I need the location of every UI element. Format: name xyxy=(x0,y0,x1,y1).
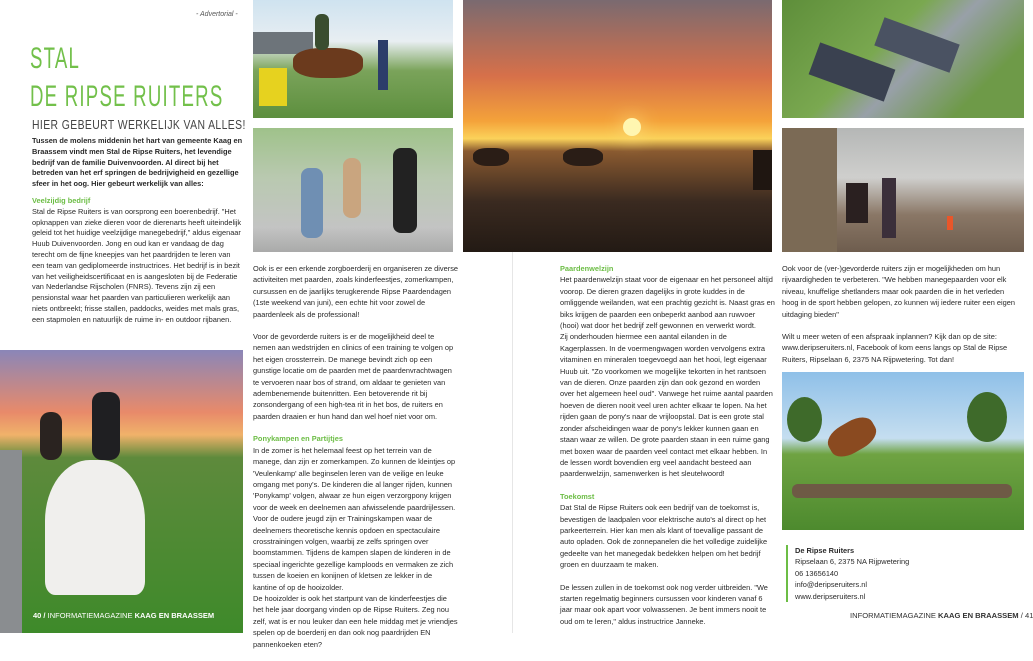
section-body: Zij onderhouden hiermee een aantal eilanden in de Kagerplassen. In de voermengwagen worden vervolgens extra vitaminen en mineralen toegevoegd aan het hooi, legt eigenaar Huub uit. "Zo voorkomen we mogelijke tekorten in het rantsoen van de dieren. Onze paarden zijn dan ook gezond en worden over het algemeen heel oud". Vanwege het ruime aantal paarden hoeven de dieren nooit veel uren achter elkaar te lopen. Na het rijden gaan de pony's naar de vrijloopstal. Dat is een grote stal zonder afscheidingen waar de pony's lekker kunnen gaan en staan waar ze willen. De grote paarden staan in een ruime gang met boxen waar de paarden veel contact met elkaar hebben. In de lessen wordt bovendien erg veel aandacht besteed aan paardenwelzijn, samenwerken is het sleutelwoord! xyxy=(560,332,773,479)
paragraph: Voor de gevorderde ruiters is er de mogelijkheid deel te nemen aan wedstrijden en clinics of een training te volgen op het eigen crossterrein. De manege bevindt zich op een gunstige locatie om de paarden met de paardenvrachtwagen te vervoeren naar bos of strand, om aldaar te genieten van adembenemende buitenritten. Een betoverende rit bij zonsondergang of een high-tea rit in het bos, de ruiters en paarden draaien er hun hand dan wel hoef niet voor om. xyxy=(253,332,454,421)
title-line-1: STAL xyxy=(30,42,81,75)
column-4 xyxy=(782,263,1020,376)
photo-horses-sunset xyxy=(463,0,772,252)
photo-rider-jumping xyxy=(253,0,453,118)
page-number: 40 xyxy=(33,611,42,620)
section-body: De hooizolder is ook het startpunt van de kinderfeestjes die het hele jaar doorgang vinden op de Ripse Ruiters. Zeg nou zelf, wat is er nou leuker dan een hele middag met je vriendjes spelen op de boerderij en dan ook nog paardrijden EN pannenkoeken eten? xyxy=(253,593,458,649)
separator: / xyxy=(1018,611,1025,620)
contact-email[interactable]: info@deripseruiters.nl xyxy=(795,580,867,590)
paragraph: Wilt u meer weten of een afspraak inplannen? Kijk dan op de site: www.deripseruiters.nl, Facebook of kom eens langs op Stal de Ripse Ruiters, Ripselaan 6, 2375 NA Rijpwetering. Tot dan! xyxy=(782,332,1008,364)
page-number: 41 xyxy=(1024,611,1033,620)
footer-right xyxy=(850,611,1033,620)
contact-block xyxy=(786,545,909,602)
separator: / xyxy=(41,611,48,620)
title-line-2: DE RIPSE RUITERS xyxy=(30,80,224,113)
photo-aerial-stable xyxy=(782,0,1024,118)
photo-cross-jump xyxy=(782,372,1024,530)
contact-name: De Ripse Ruiters xyxy=(795,546,855,555)
magazine-name: INFORMATIEMAGAZINE xyxy=(850,611,939,620)
section-heading: Veelzijdig bedrijf xyxy=(32,195,91,205)
magazine-region: KAAG EN BRAASSEM xyxy=(938,611,1019,620)
photo-riders-sunset xyxy=(0,350,243,633)
magazine-region: KAAG EN BRAASSEM xyxy=(134,611,215,620)
section-heading: Ponykampen en Partijtjes xyxy=(253,434,343,444)
column-3 xyxy=(560,263,775,638)
section-body: De lessen zullen in de toekomst ook nog verder uitbreiden. "We starten regelmatig beginners cursussen voor kinderen vanaf 6 jaar maar ook apart voor volwassenen. Je bent immers nooit te oud om te leren," aldus instructrice Janneke. xyxy=(560,582,768,626)
contact-website[interactable]: www.deripseruiters.nl xyxy=(795,591,866,601)
section-body: Dat Stal de Ripse Ruiters ook een bedrijf van de toekomst is, bevestigen de laadpalen voor elektrische auto's al direct op het parkeerterrein. Hier kan men als klant of toevallige passant de auto opladen. Ook de zonnepanelen die het volledige zuidelijke gedeelte van het manegedak bedekken helpen om het bedrijf groen en duurzaam te maken. xyxy=(560,503,768,570)
subtitle: HIER GEBEURT WERKELIJK VAN ALLES! xyxy=(32,117,246,132)
column-2 xyxy=(253,263,458,661)
column-1 xyxy=(32,136,244,332)
photo-indoor-arena xyxy=(782,128,1024,252)
page-title xyxy=(30,40,224,116)
paragraph: Ook is er een erkende zorgboerderij en organiseren ze diverse activiteiten met paarden, zoals kinderfeestjes, zomerkampen, cursussen en de jaarlijks terugkerende Ripse Paardendagen (1ste weekend van juni), een echte hit voor zowel de paardenleek als de professional! xyxy=(253,264,458,319)
section-heading: Toekomst xyxy=(560,491,595,501)
section-heading: Paardenwelzijn xyxy=(560,264,614,273)
section-body: In de zomer is het helemaal feest op het terrein van de manege, dan zijn er zomerkampen. Zo kunnen de kleintjes op 'Veulenkamp' alle beginselen leren van de veilige en leuke omgang met pony's. De kinderen die al langer rijden, kunnen 'Ponykamp' volgen, alwaar ze hun eigen verzorgpony krijgen voor de week en deelnemen aan afwisselende paardrijlessen. Voor de oudere jeugd zijn er Trainingskampen waar de deelnemers theoretische kennis opdoen en spectaculaire crosstrainingen volgen, waarbij ze zelfs springen over boomstammen. Tijdens de kampen slapen de kinderen in de speciaal ingerichte gezellige kamploods en vermaken ze zich tussen de koeien en konijnen of kletsen ze lekker in de kantine of op de hooizolder. xyxy=(253,445,456,592)
section-body: Stal de Ripse Ruiters is van oorsprong een boerenbedrijf. "Het opknappen van zieke dieren voor de dierenarts heeft uiteindelijk geleid tot het huidige veelzijdige manegebedrijf," aldus eigenaar Huub Duivenvoorden. Jong en oud kan er vandaag de dag terecht om de fijne kneepjes van het paardrijden te leren van een team van gediplomeerde instructrices. Het bedrijf is in bezit van het veiligheidscertificaat en is aangesloten bij de Federatie van Nederlandse Rijscholen (FNRS). Tevens zijn zij een pensionstal waar het paarden van particulieren werkelijk aan niets ontbreekt; frisse stallen, paddocks, weides met mals gras, een stapmolen en natuurlijk de ruime in- en outdoor rijbanen. xyxy=(32,206,242,324)
contact-address: Ripselaan 6, 2375 NA Rijpwetering xyxy=(795,557,910,567)
contact-phone[interactable]: 06 13656140 xyxy=(795,568,839,578)
paragraph: Ook voor de (ver-)gevorderde ruiters zijn er mogelijkheden om hun rijvaardigheden te verbeteren. "We hebben manegepaarden voor elk niveau, knuffelige shetlanders maar ook paarden die in het verleden hoog in de sport hebben gelopen, zo kunnen wij iedere ruiter een eigen uitdaging bieden" xyxy=(782,264,1015,319)
photo-kids-playing xyxy=(253,128,453,252)
magazine-name: INFORMATIEMAGAZINE xyxy=(47,611,135,620)
advertorial-label: - Advertorial - xyxy=(196,11,238,18)
footer-left xyxy=(33,611,214,620)
section-body: Het paardenwelzijn staat voor de eigenaar en het personeel altijd voorop. De dieren grazen dagelijks in grote kuddes in de omliggende weilanden, wat een prachtig gezicht is. Naast gras en biks krijgen de paarden een onbeperkt aanbod aan ruwvoer (hooi) wat door het bedrijf zelf gewonnen en verwerkt wordt. xyxy=(560,275,775,331)
intro-text: Tussen de molens middenin het hart van gemeente Kaag en Braassem vindt men Stal de Ripse Ruiters, het levendige bedrijf van de familie Duivenvoorden. Al direct bij het betreden van het erf springen de bedrijvigheid en gezellige sfeer in het oog. Hier gebeurt werkelijk van alles: xyxy=(32,136,243,189)
